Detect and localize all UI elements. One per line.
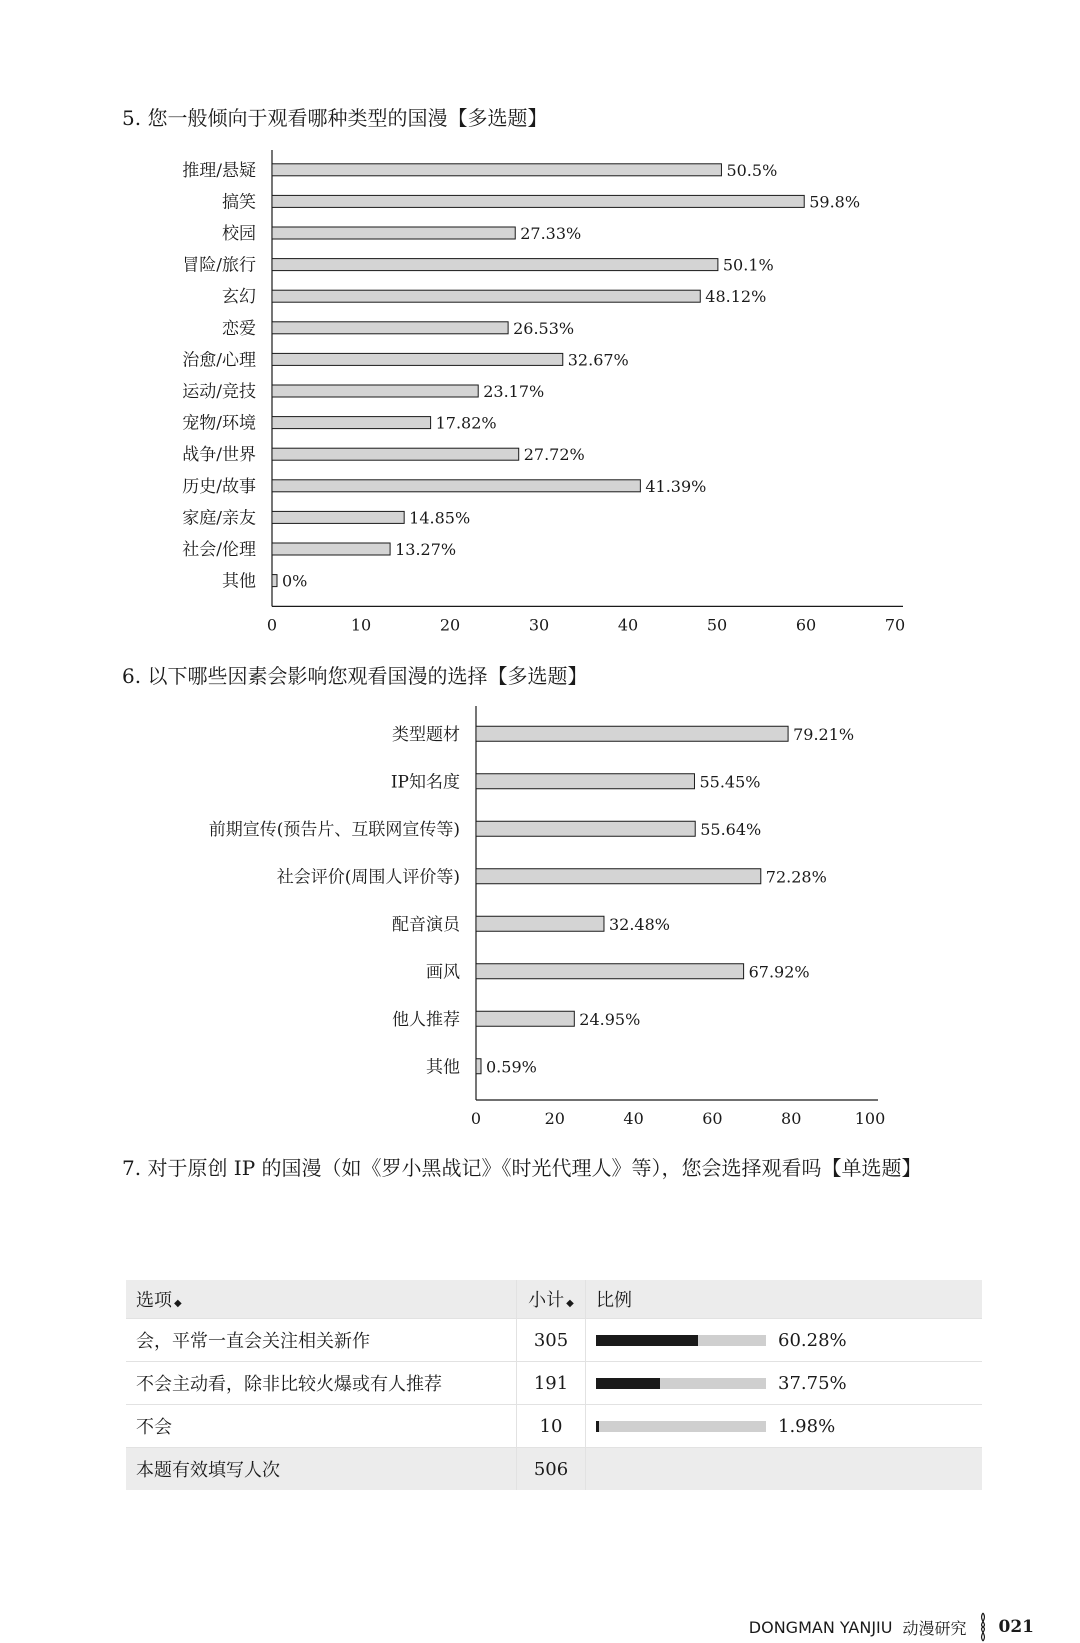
category-label: 运动/竞技 (182, 382, 256, 402)
x-tick-label: 20 (439, 615, 461, 635)
count-cell: 191 (517, 1362, 586, 1405)
page-footer (749, 1612, 1034, 1642)
value-label: 0.59% (486, 1057, 537, 1077)
value-label: 13.27% (395, 540, 457, 559)
decorative-flourish-icon (977, 1612, 989, 1642)
value-label: 50.1% (722, 255, 774, 275)
question-6-title: 6. 以下哪些因素会影响您观看国漫的选择【多选题】 (122, 664, 588, 688)
value-label: 55.64% (700, 819, 762, 839)
ratio-progress-bar (596, 1378, 766, 1389)
bar (476, 964, 744, 979)
bar (272, 511, 404, 523)
ratio-progress-fill (596, 1335, 698, 1346)
journal-brand-cn: 动漫研究 (902, 1618, 967, 1638)
x-tick-label: 0 (266, 615, 278, 635)
category-label: 校园 (222, 224, 256, 244)
influence-factor-chart (0, 708, 1080, 1138)
value-label: 55.45% (699, 772, 761, 792)
value-label: 23.17% (483, 382, 545, 401)
category-label: 冒险/旅行 (182, 255, 256, 276)
ratio-cell (586, 1405, 983, 1448)
bar (272, 195, 804, 207)
bar (272, 227, 515, 239)
ratio-label: 1.98% (778, 1415, 836, 1437)
category-label: 其他 (426, 1057, 460, 1078)
value-label: 32.48% (608, 914, 670, 934)
category-label: 宠物/环境 (182, 413, 256, 434)
bar (272, 575, 277, 587)
x-tick-label: 40 (623, 1109, 644, 1128)
category-label: 社会评价(周围人评价等) (276, 867, 460, 888)
x-tick-label: 20 (544, 1109, 565, 1128)
value-label: 50.5% (726, 160, 778, 180)
sort-icon[interactable]: ◆ (566, 1298, 574, 1309)
ratio-cell (586, 1319, 983, 1362)
x-tick-label: 10 (350, 615, 372, 635)
count-header[interactable]: 小计 ◆ (517, 1280, 586, 1319)
ratio-label: 60.28% (778, 1329, 847, 1351)
bar (272, 417, 431, 429)
bar (272, 480, 640, 492)
category-label: 类型题材 (392, 724, 460, 745)
category-label: IP知名度 (390, 772, 460, 793)
category-label: 他人推荐 (392, 1009, 460, 1030)
original-ip-result-table (126, 1280, 982, 1490)
table-header-row (126, 1280, 982, 1319)
bar (476, 821, 695, 836)
value-label: 59.8% (809, 192, 861, 212)
page-number: 021 (998, 1617, 1034, 1637)
ratio-progress-bar (596, 1335, 766, 1346)
x-tick-label: 30 (528, 615, 550, 635)
ratio-label: 37.75% (778, 1372, 847, 1394)
category-label: 历史/故事 (182, 476, 256, 497)
count-cell: 10 (517, 1405, 586, 1448)
question-7-title: 7. 对于原创 IP 的国漫（如《罗小黑战记》《时光代理人》等），您会选择观看吗【单选题】 (122, 1156, 922, 1180)
category-label: 配音演员 (392, 914, 460, 935)
ratio-progress-fill (596, 1421, 599, 1432)
x-tick-label: 70 (884, 615, 906, 635)
genre-preference-chart (0, 150, 1080, 635)
value-label: 79.21% (793, 724, 855, 744)
value-label: 14.85% (409, 508, 471, 528)
bar (272, 290, 700, 302)
table-row (126, 1319, 982, 1362)
x-tick-label: 0 (470, 1109, 482, 1128)
value-label: 67.92% (748, 962, 810, 982)
category-label: 社会/伦理 (182, 540, 256, 560)
bar (476, 726, 788, 741)
ratio-header: 比例 (596, 1290, 632, 1311)
total-count: 506 (517, 1448, 586, 1491)
ratio-cell (586, 1362, 983, 1405)
x-tick-label: 60 (702, 1109, 723, 1128)
ratio-progress-bar (596, 1421, 766, 1432)
category-label: 推理/悬疑 (182, 160, 256, 181)
bar (476, 869, 761, 884)
bar (476, 1059, 481, 1074)
category-label: 治愈/心理 (182, 350, 256, 371)
question-5-title: 5. 您一般倾向于观看哪种类型的国漫【多选题】 (122, 106, 548, 130)
option-header[interactable]: 选项 ◆ (126, 1280, 517, 1319)
category-label: 家庭/亲友 (182, 508, 256, 529)
value-label: 27.72% (523, 445, 585, 465)
category-label: 画风 (426, 962, 460, 983)
option-cell: 不会主动看，除非比较火爆或有人推荐 (126, 1362, 517, 1405)
journal-brand: DONGMAN YANJIU (748, 1617, 893, 1637)
category-label: 前期宣传(预告片、互联网宣传等) (208, 819, 460, 840)
bar (272, 353, 563, 365)
bar (272, 164, 721, 176)
category-label: 搞笑 (222, 192, 256, 213)
bar (272, 322, 508, 334)
category-label: 玄幻 (222, 287, 256, 308)
category-label: 战争/世界 (182, 445, 256, 466)
value-label: 17.82% (435, 413, 497, 433)
table-row (126, 1405, 982, 1448)
value-label: 0% (282, 571, 308, 591)
x-tick-label: 100 (854, 1109, 886, 1128)
value-label: 24.95% (579, 1009, 641, 1029)
category-label: 其他 (222, 571, 256, 592)
table-total-row (126, 1448, 982, 1491)
value-label: 26.53% (513, 318, 575, 338)
bar (476, 774, 694, 789)
option-cell: 会，平常一直会关注相关新作 (126, 1319, 517, 1362)
x-tick-label: 40 (617, 615, 639, 635)
count-cell: 305 (517, 1319, 586, 1362)
value-label: 41.39% (645, 476, 707, 496)
x-tick-label: 60 (795, 615, 817, 635)
x-tick-label: 80 (781, 1109, 802, 1128)
sort-icon[interactable]: ◆ (174, 1298, 182, 1309)
bar (272, 385, 478, 397)
value-label: 72.28% (765, 867, 827, 887)
value-label: 48.12% (705, 287, 767, 307)
bar (272, 448, 519, 460)
bar (476, 1011, 574, 1026)
bar (272, 543, 390, 555)
x-tick-label: 50 (706, 615, 728, 635)
ratio-progress-fill (596, 1378, 660, 1389)
bar (272, 259, 718, 271)
total-empty-cell (586, 1448, 983, 1491)
option-cell: 不会 (126, 1405, 517, 1448)
category-label: 恋爱 (222, 318, 256, 339)
total-label: 本题有效填写人次 (126, 1448, 517, 1491)
table-row (126, 1362, 982, 1405)
bar (476, 916, 604, 931)
value-label: 32.67% (567, 350, 629, 370)
value-label: 27.33% (520, 224, 582, 243)
